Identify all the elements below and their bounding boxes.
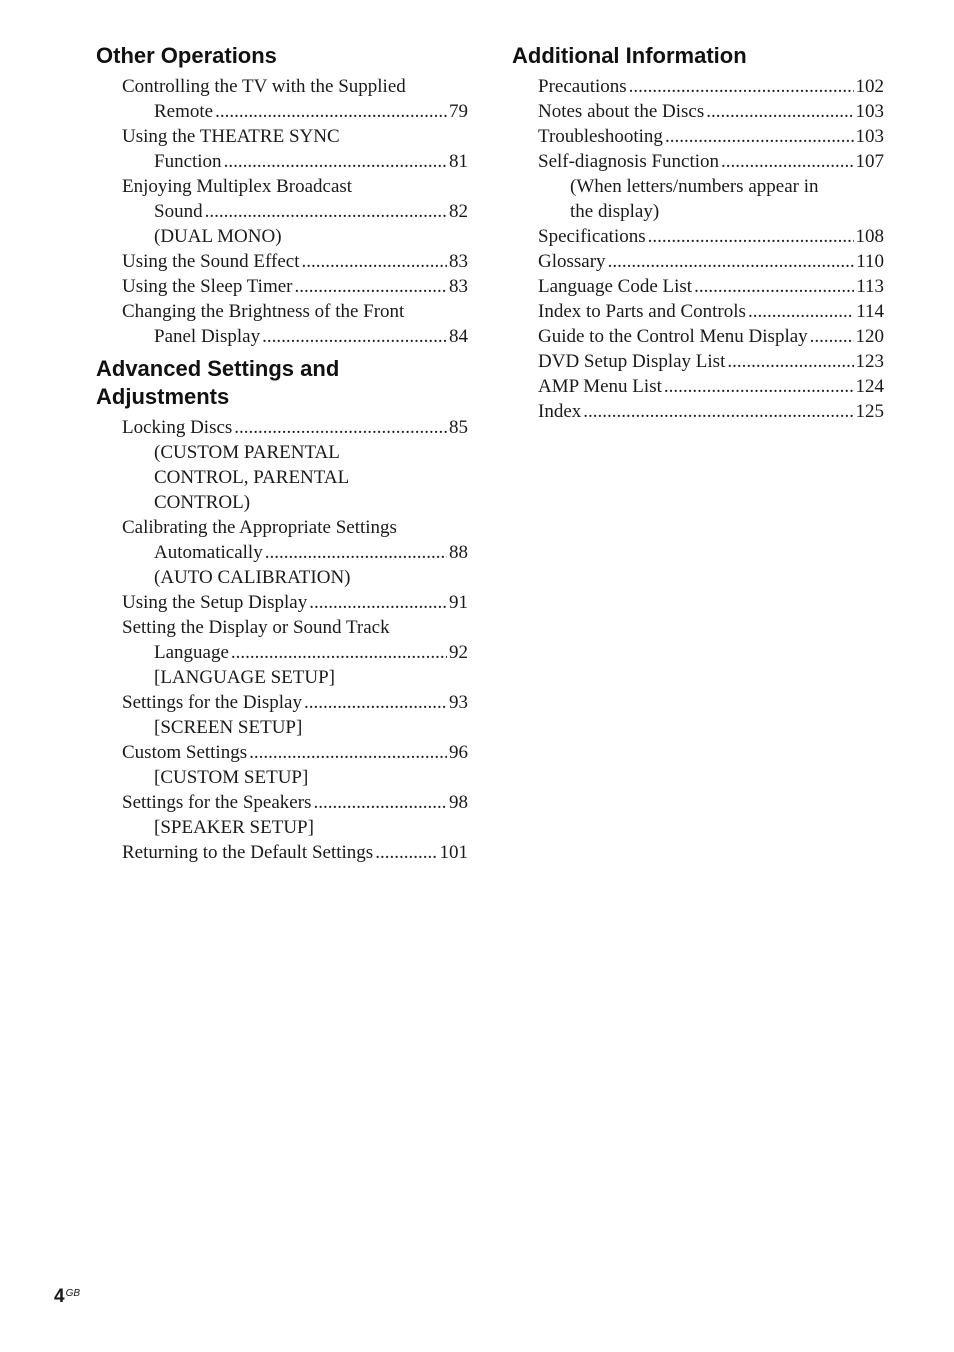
dot-leader	[706, 99, 853, 124]
toc-entry-page-number[interactable]: 113	[856, 276, 884, 297]
dot-leader	[224, 149, 447, 174]
toc-entry[interactable]	[122, 415, 468, 515]
toc-entry-leader-line	[122, 840, 468, 865]
toc-entry-page-number[interactable]: 108	[855, 226, 884, 247]
toc-entry-page-number[interactable]: 102	[855, 76, 884, 97]
dot-leader	[375, 840, 437, 865]
toc-entry-leader-line	[538, 99, 884, 124]
section-title-advanced-settings	[96, 355, 468, 411]
toc-entry-note: (AUTO CALIBRATION)	[154, 567, 351, 588]
dot-leader	[665, 124, 854, 149]
toc-list-additional-information	[538, 74, 884, 424]
toc-entry-leader-line	[538, 74, 884, 99]
toc-entry-page-number[interactable]: 123	[855, 351, 884, 372]
toc-entry-title: Locking Discs	[122, 417, 233, 438]
toc-entry-page-number[interactable]: 98	[449, 792, 468, 813]
toc-entry-title: Settings for the Speakers	[122, 792, 312, 813]
toc-entry-leader-line	[538, 249, 884, 274]
toc-entry-title: Using the Sound Effect	[122, 251, 300, 272]
toc-entry[interactable]	[538, 324, 884, 349]
toc-entry-page-number[interactable]: 85	[449, 417, 468, 438]
toc-entry-note: CONTROL)	[154, 492, 251, 513]
toc-entry-title: Panel Display	[154, 326, 261, 347]
dot-leader	[262, 324, 447, 349]
toc-entry[interactable]	[122, 615, 468, 690]
toc-entry[interactable]	[122, 249, 468, 274]
toc-entry[interactable]	[122, 174, 468, 249]
toc-entry-leader-line	[538, 324, 884, 349]
toc-entry[interactable]	[122, 840, 468, 865]
toc-entry[interactable]	[538, 74, 884, 99]
toc-entry-page-number[interactable]: 88	[449, 542, 468, 563]
toc-entry-note: [CUSTOM SETUP]	[154, 767, 309, 788]
toc-entry-page-number[interactable]: 93	[449, 692, 468, 713]
toc-entry-title: Function	[154, 151, 222, 172]
toc-entry-leader-line	[122, 740, 468, 765]
toc-entry-title: Language Code List	[538, 276, 693, 297]
toc-entry-title: Index	[538, 401, 582, 422]
dot-leader	[302, 249, 448, 274]
toc-entry-page-number[interactable]: 110	[856, 251, 884, 272]
toc-entry-page-number[interactable]: 96	[449, 742, 468, 763]
section-title-line: Advanced Settings and	[96, 356, 340, 381]
toc-entry-title: Using the Setup Display	[122, 592, 308, 613]
toc-entry-title-line: Enjoying Multiplex Broadcast	[122, 176, 353, 197]
toc-entry-note: (CUSTOM PARENTAL	[154, 442, 340, 463]
toc-entry-page-number[interactable]: 92	[449, 642, 468, 663]
toc-entry-leader-line	[122, 149, 468, 174]
toc-entry-title: Precautions	[538, 76, 627, 97]
section-title-line: Adjustments	[96, 384, 230, 409]
toc-entry[interactable]	[538, 249, 884, 274]
dot-leader	[583, 399, 853, 424]
toc-entry-title: Specifications	[538, 226, 646, 247]
toc-entry-title: Settings for the Display	[122, 692, 302, 713]
dot-leader	[664, 374, 854, 399]
toc-entry-page-number[interactable]: 103	[855, 126, 884, 147]
toc-entry-title: Self-diagnosis Function	[538, 151, 720, 172]
section-title-additional-information: Additional Information	[512, 43, 747, 68]
toc-entry-title: Notes about the Discs	[538, 101, 705, 122]
toc-entry-leader-line	[538, 399, 884, 424]
toc-entry-page-number[interactable]: 79	[449, 101, 468, 122]
dot-leader	[629, 74, 854, 99]
toc-left-column	[96, 42, 468, 865]
toc-entry-title: Custom Settings	[122, 742, 248, 763]
toc-entry-title-line: Calibrating the Appropriate Settings	[122, 517, 397, 538]
toc-entry[interactable]	[538, 299, 884, 324]
toc-entry-page-number[interactable]: 124	[855, 376, 884, 397]
toc-entry-title: Using the Sleep Timer	[122, 276, 293, 297]
region-code: GB	[65, 1287, 81, 1299]
toc-entry-page-number[interactable]: 114	[856, 301, 884, 322]
toc-entry-note: CONTROL, PARENTAL	[154, 467, 350, 488]
dot-leader	[231, 640, 447, 665]
dot-leader	[309, 590, 447, 615]
toc-entry-leader-line	[122, 199, 468, 224]
toc-entry-leader-line	[538, 224, 884, 249]
toc-entry-page-number[interactable]: 103	[855, 101, 884, 122]
toc-entry-note: (When letters/numbers appear in	[570, 176, 819, 197]
toc-entry[interactable]	[122, 690, 468, 740]
toc-entry-page-number[interactable]: 125	[855, 401, 884, 422]
toc-entry-note: [LANGUAGE SETUP]	[154, 667, 336, 688]
toc-entry-leader-line	[538, 349, 884, 374]
toc-entry-page-number[interactable]: 120	[855, 326, 884, 347]
page-footer	[54, 1286, 80, 1308]
toc-entry-leader-line	[538, 274, 884, 299]
dot-leader	[810, 324, 854, 349]
toc-entry[interactable]	[538, 224, 884, 249]
toc-entry[interactable]	[538, 374, 884, 399]
toc-entry-title: Automatically	[154, 542, 263, 563]
dot-leader	[205, 199, 447, 224]
toc-entry-leader-line	[538, 374, 884, 399]
dot-leader	[748, 299, 854, 324]
toc-entry-leader-line	[122, 324, 468, 349]
toc-entry-title: Language	[154, 642, 229, 663]
page-number: 4	[54, 1286, 65, 1307]
dot-leader	[694, 274, 854, 299]
toc-entry[interactable]	[538, 124, 884, 149]
toc-entry-leader-line	[122, 274, 468, 299]
toc-entry-note: [SCREEN SETUP]	[154, 717, 303, 738]
toc-entry-page-number[interactable]: 82	[449, 201, 468, 222]
toc-list-other-operations	[122, 74, 468, 349]
toc-entry-leader-line	[122, 99, 468, 124]
toc-entry-title: Sound	[154, 201, 203, 222]
toc-entry-leader-line	[538, 299, 884, 324]
dot-leader	[721, 149, 853, 174]
toc-entry-page-number[interactable]: 84	[449, 326, 468, 347]
toc-entry-leader-line	[538, 149, 884, 174]
dot-leader	[234, 415, 447, 440]
toc-entry[interactable]	[122, 740, 468, 790]
toc-entry[interactable]	[122, 515, 468, 590]
toc-entry[interactable]	[538, 99, 884, 124]
toc-entry-leader-line	[122, 249, 468, 274]
toc-entry-title: DVD Setup Display List	[538, 351, 726, 372]
toc-entry-title: Returning to the Default Settings	[122, 842, 374, 863]
section-title-other-operations: Other Operations	[96, 43, 277, 68]
toc-entry[interactable]	[538, 349, 884, 374]
toc-entry-title: Troubleshooting	[538, 126, 663, 147]
toc-right-column	[512, 42, 884, 424]
toc-entry-title-line: Setting the Display or Sound Track	[122, 617, 390, 638]
toc-entry-title-line: Using the THEATRE SYNC	[122, 126, 340, 147]
toc-entry-leader-line	[538, 124, 884, 149]
dot-leader	[265, 540, 447, 565]
toc-entry-title: Index to Parts and Controls	[538, 301, 746, 322]
toc-entry-leader-line	[122, 790, 468, 815]
toc-entry-leader-line	[122, 590, 468, 615]
toc-entry-note: [SPEAKER SETUP]	[154, 817, 314, 838]
toc-entry[interactable]	[122, 74, 468, 124]
toc-entry[interactable]	[122, 299, 468, 349]
dot-leader	[304, 690, 447, 715]
toc-entry-leader-line	[122, 640, 468, 665]
toc-entry-page-number[interactable]: 107	[855, 151, 884, 172]
toc-entry-title: Guide to the Control Menu Display	[538, 326, 808, 347]
toc-entry-title-line: Changing the Brightness of the Front	[122, 301, 405, 322]
toc-entry-title: AMP Menu List	[538, 376, 662, 397]
toc-entry[interactable]	[538, 399, 884, 424]
toc-entry-page-number[interactable]: 83	[449, 251, 468, 272]
dot-leader	[313, 790, 447, 815]
toc-entry-leader-line	[122, 415, 468, 440]
toc-entry[interactable]	[122, 790, 468, 840]
toc-entry-note: the display)	[570, 201, 660, 222]
toc-entry[interactable]	[538, 274, 884, 299]
toc-entry-page-number[interactable]: 81	[449, 151, 468, 172]
dot-leader	[608, 249, 855, 274]
toc-list-advanced-settings	[122, 415, 468, 865]
toc-entry[interactable]	[122, 590, 468, 615]
dot-leader	[727, 349, 853, 374]
toc-entry-page-number[interactable]: 83	[449, 276, 468, 297]
toc-entry-title-line: Controlling the TV with the Supplied	[122, 76, 406, 97]
toc-entry-page-number[interactable]: 101	[439, 842, 468, 863]
toc-entry-leader-line	[122, 540, 468, 565]
toc-entry-title: Remote	[154, 101, 214, 122]
toc-entry-note: (DUAL MONO)	[154, 226, 282, 247]
toc-entry-title: Glossary	[538, 251, 606, 272]
toc-entry[interactable]	[122, 274, 468, 299]
toc-entry[interactable]	[122, 124, 468, 174]
toc-entry-page-number[interactable]: 91	[449, 592, 468, 613]
dot-leader	[294, 274, 447, 299]
dot-leader	[249, 740, 447, 765]
toc-entry-leader-line	[122, 690, 468, 715]
toc-entry[interactable]	[538, 149, 884, 224]
dot-leader	[648, 224, 854, 249]
dot-leader	[215, 99, 447, 124]
